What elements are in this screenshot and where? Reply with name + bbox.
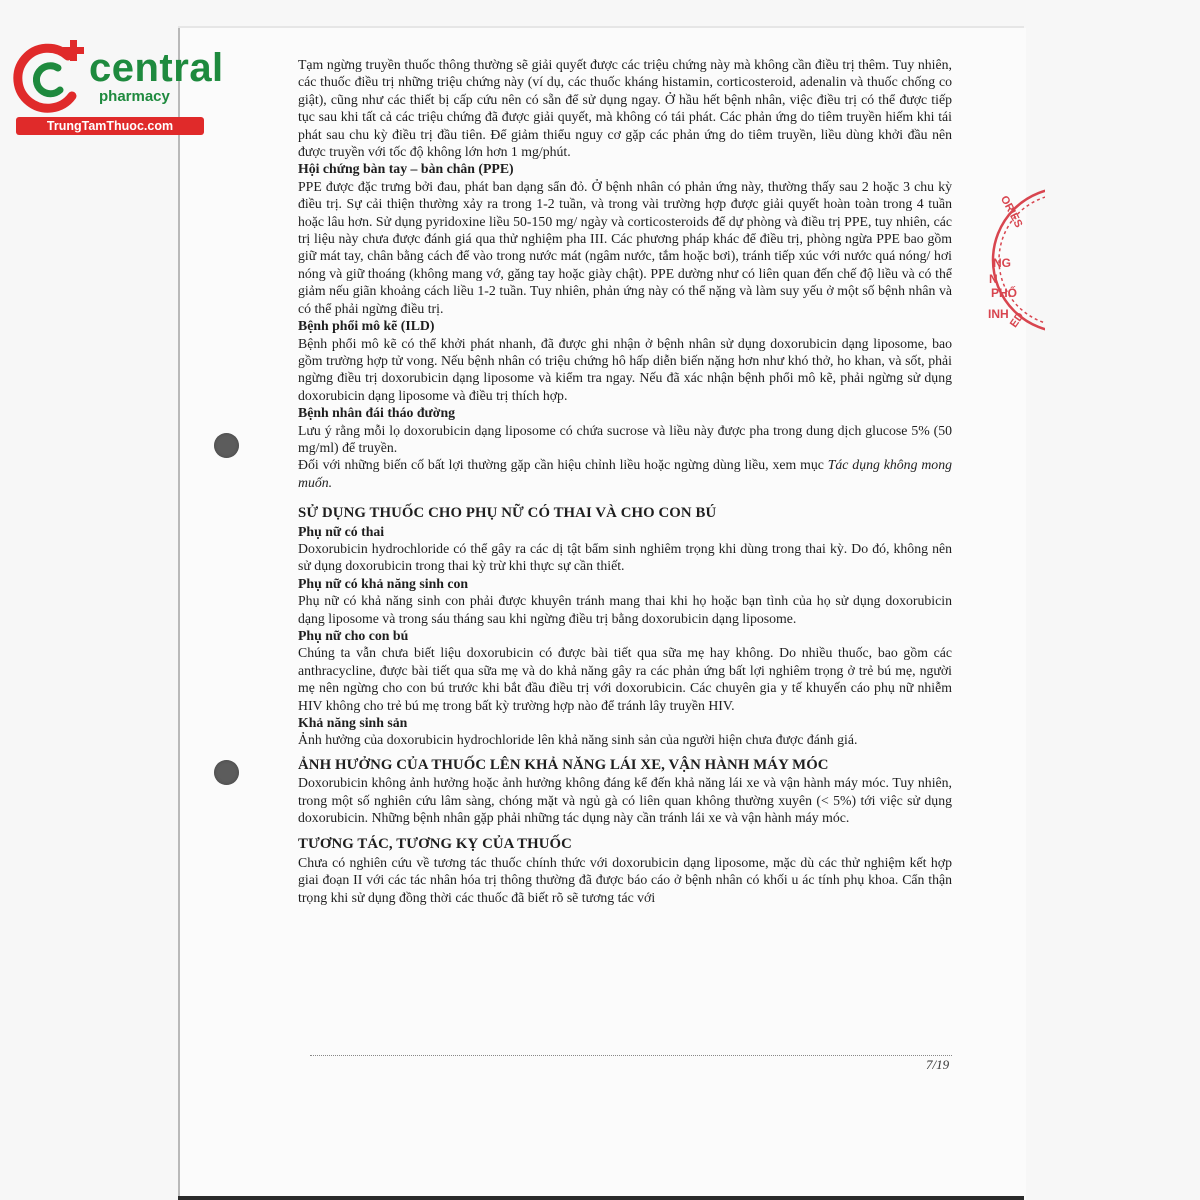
logo-website: TrungTamThuoc.com	[16, 117, 204, 135]
seal-text: INH	[988, 307, 1009, 321]
page-number: 7/19	[926, 1057, 950, 1072]
section-heading: Phụ nữ cho con bú	[298, 628, 409, 643]
section-heading: Phụ nữ có khả năng sinh con	[298, 575, 469, 591]
paragraph: PPE được đặc trưng bởi đau, phát ban dạng sẩn đỏ. Ở bệnh nhân có phản ứng này, thường thấy sau 2 hoặc 3 chu kỳ điều trị. Sự cải thiện thường xảy ra trong 1-2 tuần, và trong vài trường hợp được giải quyết hoàn toàn trong 4 tuần hoặc lâu hơn. Sử dụng pyridoxine liều 50-150 mg/ ngày và corticosteroids để dự phòng và điều trị PPE, tuy nhiên, các trị liệu này chưa được đánh giá qua thử nghiệm pha III. Các phương pháp khác để điều trị, phòng ngừa PPE bao gồm giữ mát tay, chân bằng cách để vào trong nước mát (ngâm nước, tắm hoặc bơi), tránh tiếp xúc với nước quá nóng/ hơi nóng và giữ thoáng (không mang vớ, găng tay hoặc giày chật). PPE dường như có liên quan đến chế độ liều và có thể giảm nếu giãn khoảng cách liều 1-2 tuần. Tuy nhiên, phản ứng này có thể nặng và làm suy yếu ở một số bệnh nhân và có thể phải ngừng điều trị.	[298, 178, 952, 316]
paper-bottom-edge	[178, 1196, 1024, 1200]
section-heading: Bệnh phổi mô kẽ (ILD)	[298, 318, 435, 334]
paragraph: Doxorubicin không ảnh hưởng hoặc ảnh hưởng không đáng kể đến khả năng lái xe và vận hành máy móc. Tuy nhiên, trong một số nghiên cứu lâm sàng, chóng mặt và ngủ gà có liên quan không thường xuyên (< 5%) tới việc sử dụng doxorubicin. Những bệnh nhân gặp phải những tác dụng này cần tránh lái xe và vận hành máy móc.	[298, 775, 952, 826]
section-heading: Phụ nữ có thai	[298, 523, 385, 539]
pharmacy-cross-icon	[10, 38, 90, 118]
paragraph	[298, 456, 952, 491]
section-heading: Bệnh nhân đái tháo đường	[298, 405, 456, 421]
svg-text:ORIES: ORIES	[997, 193, 1025, 230]
footer-divider	[310, 1055, 952, 1056]
logo-name: central	[89, 46, 224, 90]
paragraph: Bệnh phổi mô kẽ có thể khởi phát nhanh, đã được ghi nhận ở bệnh nhân sử dụng doxorubicin dạng liposome, bao gồm trường hợp tử vong. Nếu bệnh nhân có triệu chứng hô hấp diễn biến nặng hơn như khó thở, ho khan, và sốt, phải ngừng điều trị doxorubicin dạng liposome và kiểm tra ngay. Nếu đã xác nhận bệnh phổi mô kẽ, phải ngừng sử dụng doxorubicin dạng liposome và điều trị thích hợp.	[298, 335, 952, 403]
logo-subtitle: pharmacy	[99, 88, 170, 105]
punch-hole	[214, 760, 239, 785]
document-body	[298, 56, 952, 906]
paragraph-text: Đối với những biến cố bất lợi thường gặp cần hiệu chỉnh liều hoặc ngừng dùng liều, xem mục	[298, 457, 824, 473]
cross-reference: Tác dụng không mong muốn.	[298, 457, 953, 490]
seal-text: PHỐ	[991, 286, 1018, 300]
chapter-heading: ẢNH HƯỞNG CỦA THUỐC LÊN KHẢ NĂNG LÁI XE, VẬN HÀNH MÁY MÓC	[298, 756, 829, 773]
svg-text:ED: ED	[1007, 310, 1027, 330]
paragraph: Tạm ngừng truyền thuốc thông thường sẽ giải quyết được các triệu chứng này mà không cần điều trị thêm. Tuy nhiên, các thuốc điều trị những triệu chứng này (ví dụ, các thuốc kháng histamin, corticosteroid, adenalin và thuốc chống co giật), cũng như các thiết bị cấp cứu nên có sẵn để sử dụng ngay. Ở hầu hết bệnh nhân, việc điều trị có thể được tiếp tục sau khi tất cả các triệu chứng đã được giải quyết, mà không có tái phát. Các phản ứng do tiêm truyền hiếm khi tái phát sau chu kỳ điều trị đầu tiên. Để giảm thiểu nguy cơ gặp các phản ứng do tiêm truyền, liều dùng khởi đầu nên được truyền với tốc độ không lớn hơn 1 mg/phút.	[298, 57, 952, 160]
section-heading: Khả năng sinh sản	[298, 715, 408, 731]
company-seal	[975, 180, 1045, 340]
chapter-heading: TƯƠNG TÁC, TƯƠNG KỴ CỦA THUỐC	[298, 836, 572, 853]
paragraph: Lưu ý rằng mỗi lọ doxorubicin dạng liposome có chứa sucrose và liều này được pha trong dung dịch glucose 5% (50 mg/ml) để truyền.	[298, 422, 952, 455]
paragraph: Chúng ta vẫn chưa biết liệu doxorubicin có được bài tiết qua sữa mẹ hay không. Do nhiều thuốc, bao gồm các anthracycline, được bài tiết qua sữa mẹ và do khả năng gây ra các phản ứng bất lợi nghiêm trọng ở trẻ bú mẹ, người mẹ nên ngừng cho con bú trước khi bắt đầu điều trị với doxorubicin. Các chuyên gia y tế khuyến cáo phụ nữ nhiễm HIV không cho trẻ bú mẹ trong bất kỳ trường hợp nào để tránh lây truyền HIV.	[298, 645, 952, 713]
seal-text: NG	[993, 256, 1011, 270]
section-heading: Hội chứng bàn tay – bàn chân (PPE)	[298, 161, 514, 177]
paragraph: Ảnh hưởng của doxorubicin hydrochloride lên khả năng sinh sản của người hiện chưa được đánh giá.	[298, 732, 858, 748]
chapter-heading: SỬ DỤNG THUỐC CHO PHỤ NỮ CÓ THAI VÀ CHO CON BÚ	[298, 505, 717, 522]
seal-text: N	[989, 272, 998, 286]
paragraph: Chưa có nghiên cứu về tương tác thuốc chính thức với doxorubicin dạng liposome, mặc dù các thử nghiệm kết hợp giai đoạn II với các tác nhân hóa trị thông thường đã được báo cáo ở bệnh nhân có khối u ác tính phụ khoa. Cẩn thận trọng khi sử dụng đồng thời các thuốc đã biết rõ sẽ tương tác với	[298, 854, 952, 905]
paragraph: Phụ nữ có khả năng sinh con phải được khuyên tránh mang thai khi họ hoặc bạn tình của họ sử dụng doxorubicin dạng liposome và trong sáu tháng sau khi ngừng điều trị bằng doxorubicin dạng liposome.	[298, 593, 952, 626]
punch-hole	[214, 433, 239, 458]
central-pharmacy-logo	[10, 38, 225, 138]
paragraph: Doxorubicin hydrochloride có thể gây ra các dị tật bẩm sinh nghiêm trọng khi dùng trong thai kỳ. Do đó, không nên sử dụng doxorubicin trong thai kỳ trừ khi thực sự cần thiết.	[298, 540, 952, 574]
